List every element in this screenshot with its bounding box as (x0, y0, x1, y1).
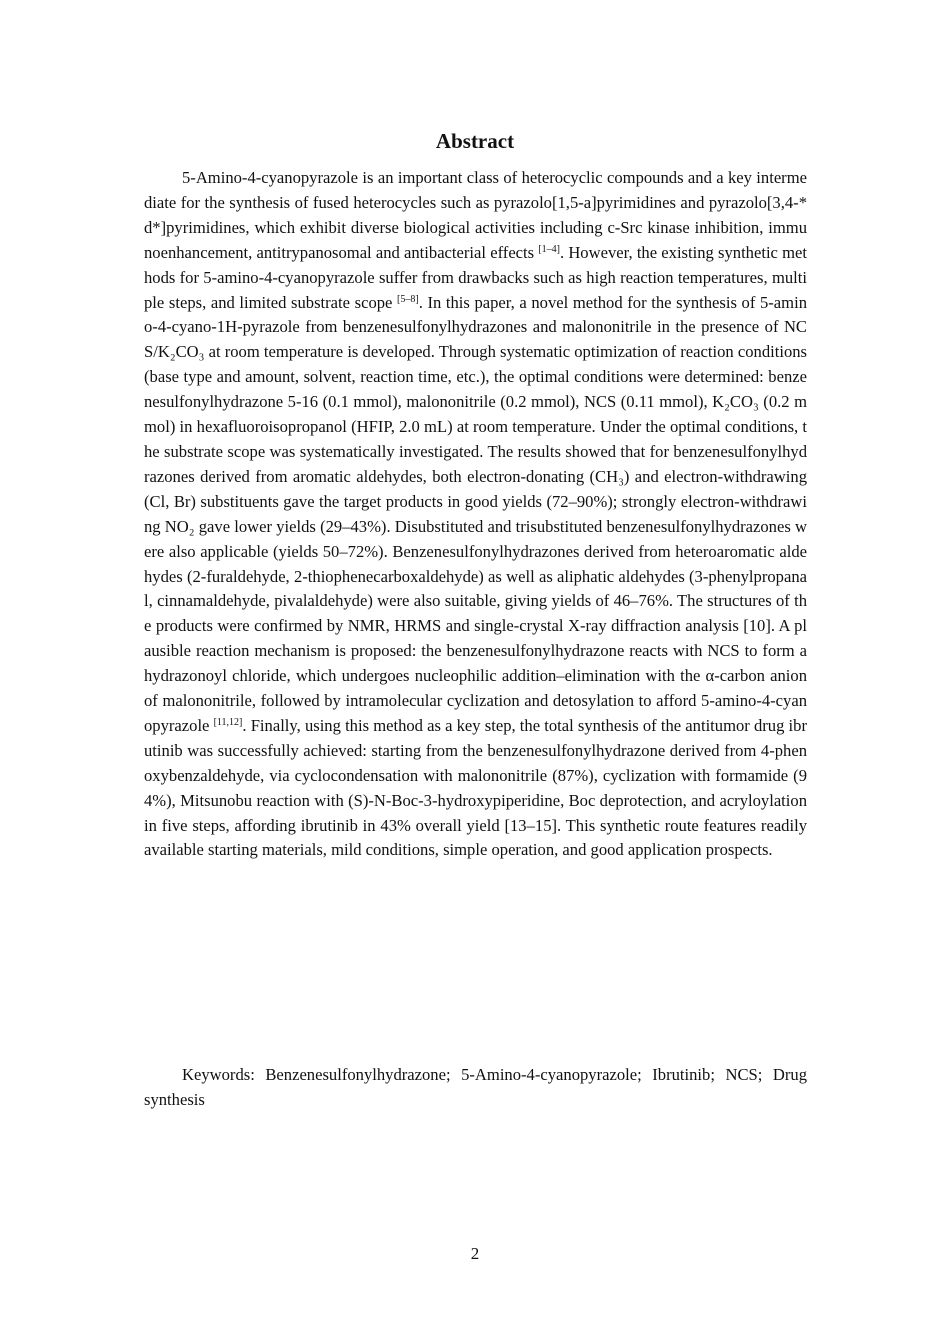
abstract-text-part-1: 5-Amino-4-cyanopyrazole is an important class of heterocyclic compounds and a key intermediate for the synthesis of fused heterocycles such as pyrazolo[1,5-a]pyrimidines and pyrazolo[3,4-*d*]pyrimidines, which exhibit diverse biological activities including c-Src kinase inhibition, immunoenhancement, antitrypanosomal and antibacterial effects (144, 168, 807, 262)
abstract-text-part-4: . Finally, using this method as a key step, the total synthesis of the antitumor drug ibrutinib was successfully achieved: starting from the benzenesulfonylhydrazone derived from 4-phenoxybenzaldehyde, via cyclocondensation with malononitrile (87%), cyclization with formamide (94%), Mitsunobu reaction with (S)-N-Boc-3-hydroxypiperidine, Boc deprotection, and acryloylation in five steps, affording ibrutinib in 43% overall yield [13–15]. This synthetic route features readily available starting materials, mild conditions, simple operation, and good application prospects. (144, 715, 807, 860)
abstract-heading: Abstract (435, 129, 515, 153)
keywords-line: Keywords: Benzenesulfonylhydrazone; 5-Amino-4-cyanopyrazole; Ibrutinib; NCS; Drug synthesis (144, 1065, 807, 1109)
abstract-text-part-2: . However, the existing synthetic methods for 5-amino-4-cyanopyrazole suffer from drawbacks such as high reaction temperatures, multiple steps, and limited substrate scope (144, 242, 807, 312)
page-number: 2 (470, 1244, 480, 1263)
abstract-text-part-3: . In this paper, a novel method for the synthesis of 5-amino-4-cyano-1H-pyrazole from benzenesulfonylhydrazones and malononitrile in the presence of NCS/K₂CO₃ at room temperature is developed. Through systematic optimization of reaction conditions (base type and amount, solvent, reaction time, etc.), the optimal conditions were determined: benzenesulfonylhydrazone 5-16 (0.1 mmol), malononitrile (0.2 mmol), NCS (0.11 mmol), K₂CO₃ (0.2 mmol) in hexafluoroisopropanol (HFIP, 2.0 mL) at room temperature. Under the optimal conditions, the substrate scope was systematically investigated. The results showed that for benzenesulfonylhydrazones derived from aromatic aldehydes, both electron-donating (CH₃) and electron-withdrawing (Cl, Br) substituents gave the target products in good yields (72–90%); strongly electron-withdrawing NO₂ gave lower yields (29–43%). Disubstituted and trisubstituted benzenesulfonylhydrazones were also applicable (yields 50–72%). Benzenesulfonylhydrazones derived from heteroaromatic aldehydes (2-furaldehyde, 2-thiophenecarboxaldehyde) as well as aliphatic aldehydes (3-phenylpropanal, cinnamaldehyde, pivalaldehyde) were also suitable, giving yields of 46–76%. The structures of the products were confirmed by NMR, HRMS and single-crystal X-ray diffraction analysis [10]. A plausible reaction mechanism is proposed: the benzenesulfonylhydrazone reacts with NCS to form a hydrazonoyl chloride, which undergoes nucleophilic addition–elimination with the α-carbon anion of malononitrile, followed by intramolecular cyclization and detosylation to afford 5-amino-4-cyanopyrazole (144, 292, 807, 735)
citation-11-12: [11,12] (213, 716, 243, 728)
citation-5-8: [5–8] (397, 293, 419, 305)
citation-1-4: [1–4] (538, 243, 560, 255)
abstract-paragraph (144, 166, 807, 863)
